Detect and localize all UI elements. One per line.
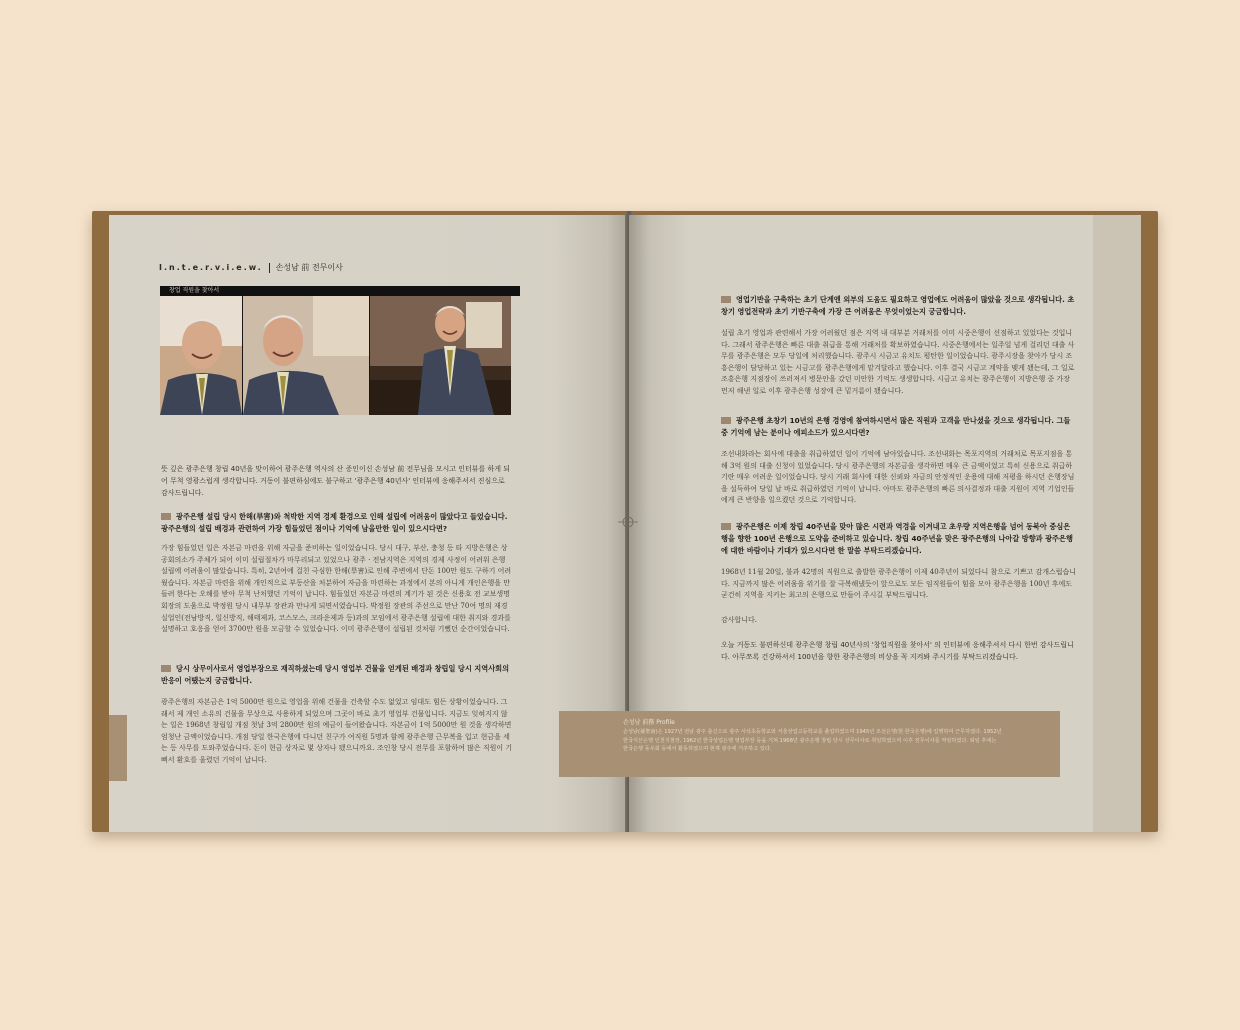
left-page [109, 215, 629, 832]
question-2-text: 당시 상무이사로서 영업부장으로 재직하셨는데 당시 영업부 건물을 얻게된 배경과 창립일 당시 지역사회의 반응이 어땠는지 궁금합니다. [161, 664, 510, 685]
answer-4: 조선내화라는 회사에 대출을 취급하였던 일이 기억에 남아있습니다. 조선내화는 목포지역의 거래처로 목포지점을 통해 3억 원의 대출 신청이 있었습니다. 당시 광주은행의 자본금을 생각하면 매우 큰 금액이었고 특히 신용으로 취급하기란 매우 어려운 일이었습니다. 당시 거래 회사에 대한 신뢰와 자금의 안정적인 운용에 대해 저평을 하시던 은행장님을 설득하여 당일 날 바로 취급하였던 기억이 납니다. 아마도 광주은행의 빠른 의사결정과 대출 지원이 지역 기업인들에게 큰 반향을 일으켰던 것으로 기억합니다. [721, 450, 1075, 505]
question-5 [721, 521, 1077, 557]
profile-title: 손성남 前務 Profile [623, 719, 675, 726]
question-3-text: 영업기반을 구축하는 초기 단계엔 외부의 도움도 필요하고 영업에도 어려움이 많았을 것으로 생각됩니다. 초창기 영업전략과 초기 기반구축에 가장 큰 어려움은 무엇이었는지 궁금합니다. [721, 295, 1075, 316]
question-4-text: 광주은행 초창기 10년의 은행 경영에 참여하시면서 많은 직원과 고객을 만나셨을 것으로 생각됩니다. 그들 중 기억에 남는 분이나 에피소드가 있으시다면? [721, 416, 1071, 437]
answer-5: 1968년 11월 20일, 불과 42명의 직원으로 출발한 광주은행이 이제 40주년이 되었다니 참으로 기쁘고 감개스럽습니다. 지금까지 많은 어려움을 위기를 잘 극복해냈듯이 앞으로도 모든 임직원들이 힘을 모아 광주은행을 100년 후에도 굳건히 지역을 지키는 최고의 은행으로 만들어 주시길 부탁드립니다. [721, 568, 1077, 600]
question-5-text: 광주은행은 이제 창립 40주년을 맞아 많은 시련과 역경을 이겨내고 초우량 지역은행을 넘어 동북아 중심은행을 향한 100년 은행으로 도약을 준비하고 있습니다. 창립 40주년을 맞은 광주은행의 나아갈 방향과 광주은행에 대한 바람이나 기대가 있으시다면 한 말씀 부탁드리겠습니다. [721, 522, 1073, 555]
photo-caption: 창업 직원을 찾아서 [160, 286, 520, 296]
interview-photo-1 [160, 296, 242, 415]
profile-body: 손성남(孫聖南)은 1927년 전남 광주 출신으로 광주 서석초등학교와 서울상업고등학교를 졸업하였으며 1945년 조선은행(현 한국은행)에 입행하여 근무하였다. 1952년 한국식산은행 인천지점장, 1962년 한국상업은행 영업부장 등을 거쳐 1968년 광주은행 창립 당시 상무이사로 취임하였으며 이후 전무이사를 역임하였다. 퇴임 후에는 한국은행 동우회 등에서 활동하였으며 현재 광주에 거주하고 있다. [623, 729, 1002, 753]
answer-2: 광주은행의 자본금은 1억 5000만 원으로 영업을 위해 건물을 건축할 수도 없었고 임대도 힘든 상황이었습니다. 그래서 제 개인 소유의 건물을 무상으로 사용하게 되었으며 그곳이 바로 초기 영업부 건물입니다. 지금도 잊혀지지 않는 일은 1968년 창립일 개점 첫날 3억 2800만 원의 예금이 들어왔습니다. 자본금이 1억 5000만 원 것을 생각하면 엄청난 금액이었습니다. 개점 당일 한국은행에 다니던 친구가 여직원 5명과 함께 광주은행 근무복을 입고 현금을 세는 등 사무를 도와주었습니다. 돈이 현금 상자로 몇 상자나 됐으니까요. 조인창 당시 전무를 포함하여 많은 직원이 기뻐서 환호를 울렸던 기억이 납니다. [161, 698, 513, 764]
question-marker [161, 665, 171, 672]
interview-photo-3 [370, 296, 511, 415]
interview-photo-2 [243, 296, 369, 415]
question-marker [721, 296, 731, 303]
question-1-text: 광주은행 설립 당시 한해(旱害)와 척박한 지역 경제 환경으로 인해 설립에 어려움이 많았다고 들었습니다. 광주은행의 설립 배경과 관련하여 가장 힘들었던 점이나 기억에 남을만한 일이 있으시다면? [161, 512, 508, 533]
right-edge-strip [1093, 215, 1141, 832]
closing-paragraph: 오늘 거동도 불편하신데 광주은행 창립 40년사의 '창업직원을 찾아서' 의 인터뷰에 응해주셔서 다시 한번 감사드립니다. 아무쪼록 건강하셔서 100년을 향한 광주은행의 비상을 꼭 지켜봐 주시기를 부탁드리겠습니다. [721, 641, 1074, 661]
question-marker [721, 417, 731, 424]
question-1 [161, 511, 513, 535]
question-marker [721, 523, 731, 530]
question-4 [721, 415, 1077, 439]
thanks-line: 감사합니다. [721, 616, 758, 624]
question-2 [161, 663, 513, 687]
registration-mark-icon [618, 512, 638, 532]
photo-strip [160, 286, 511, 415]
intro-paragraph: 뜻 깊은 광주은행 창립 40년을 맞이하여 광주은행 역사의 산 증인이신 손성남 前 전무님을 모시고 인터뷰를 하게 되어 무척 영광스럽게 생각합니다. 거동이 불편하심에도 불구하고 '광주은행 40년사' 인터뷰에 응해주셔서 진심으로 감사드립니다. [161, 465, 511, 497]
answer-1: 가장 힘들었던 일은 자본금 마련을 위해 자금을 준비하는 일이었습니다. 당시 대구, 부산, 충청 등 타 지방은행은 상공회의소가 주체가 되어 이미 설립절차가 마무리되고 있었으나 광주 · 전남지역은 지역의 경제 사정이 어려워 은행 설립에 어려움이 많았습니다. 특히, 2년여에 걸친 극심한 한해(旱害)로 인해 주변에서 단돈 100만 원도 구하기 어려웠습니다. 자본금 마련을 위해 개인적으로 부동산을 처분하여 자금을 마련하는 과정에서 본의 아니게 개인은행을 만들려 한다는 오해를 받아 무척 난처했던 기억이 납니다. 힘들었던 자본금 마련의 계기가 된 것은 신용호 전 교보생명 회장의 도움으로 박정원 당시 내무부 장관과 만나게 되면서였습니다. 박정원 장관의 주선으로 만난 70여 명의 재경실업인(전남방직, 일신방직, 해태제과, 코스모스, 크라운제과 등)과의 모임에서 광주은행 설립에 대한 취지와 경과를 설명하고 호응을 얻어 3700만 원을 모금할 수 있었습니다. 이미 광주은행이 설립된 것처럼 기뻤던 순간이었습니다. [161, 544, 512, 634]
answer-3: 설립 초기 영업과 관련해서 가장 어려웠던 점은 지역 내 대부분 거래처를 이미 시중은행이 선점하고 있었다는 것입니다. 그래서 광주은행은 빠른 대출 취급을 통해 거래처를 확보하였습니다. 시중은행에서는 일주일 넘게 걸리던 대출 사무를 광주은행은 모두 당일에 처리했습니다. 광주시 시금고 유치도 평탄한 일이었습니다. 광주시장을 찾아가 당시 조흥은행이 담당하고 있는 시금고를 광주은행에게 맡겨달라고 했습니다. 이후 결국 시금고 계약을 맺게 됐는데, 그 일로 조흥은행 지점장이 쓰러져서 병문안을 갔던 미안한 기억도 생생합니다. 시금고 유치는 광주은행이 지방은행 중 가장 먼저 해낸 일로 이후 광주은행 성장에 큰 밑거름이 됐습니다. [721, 329, 1075, 395]
header-divider [269, 263, 270, 273]
question-marker [161, 513, 171, 520]
page-header [159, 262, 343, 273]
profile-box [559, 711, 1060, 777]
question-3 [721, 294, 1077, 318]
section-subtitle: 손성남 前 전무이사 [275, 263, 343, 272]
left-accent-band [109, 715, 127, 781]
section-brand: I.n.t.e.r.v.i.e.w. [159, 263, 263, 272]
